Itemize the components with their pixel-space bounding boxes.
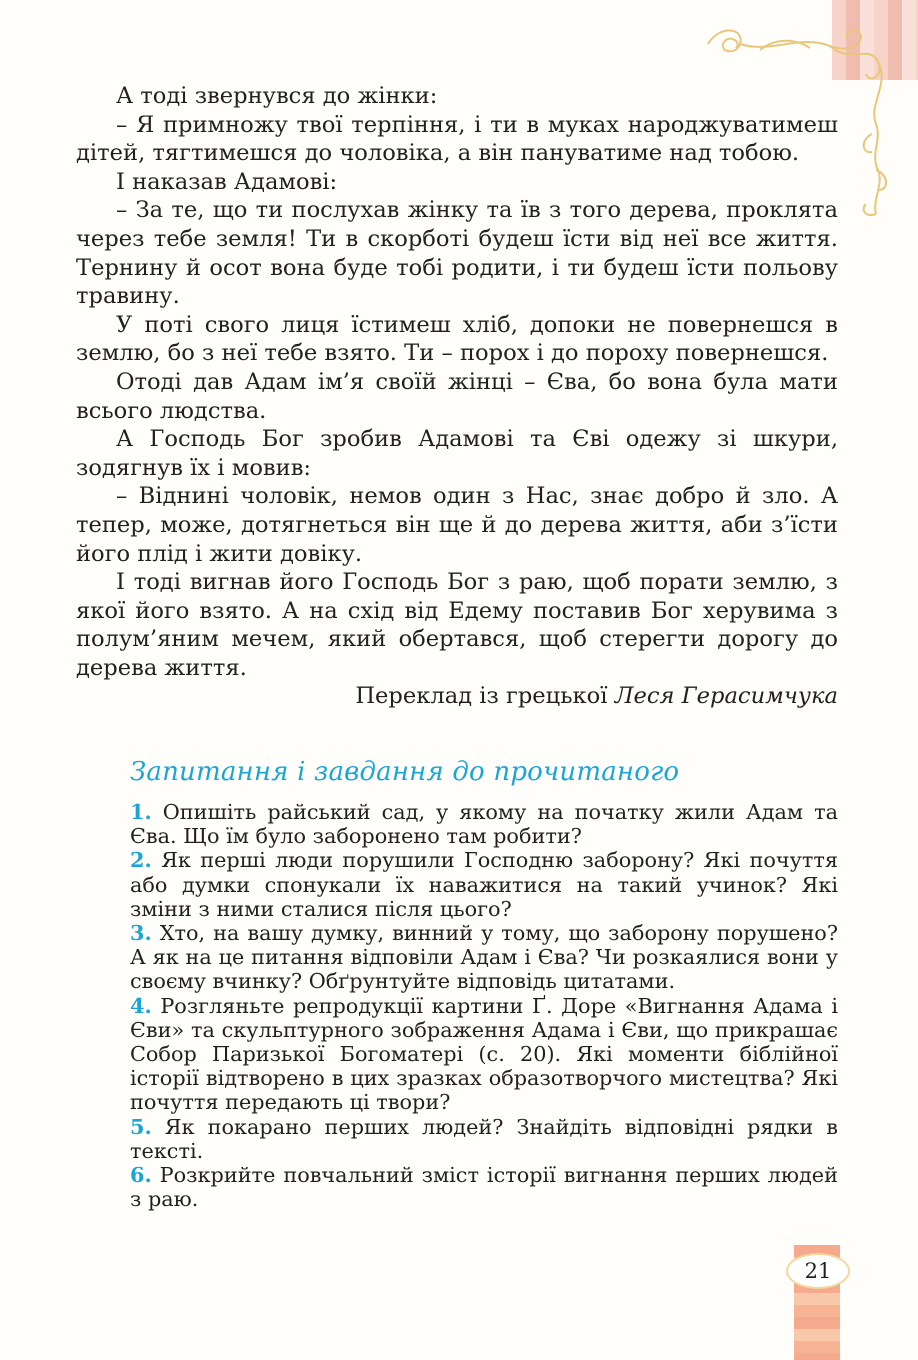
question-number: 4. — [130, 992, 152, 1018]
question-text: Розкрийте повчальний зміст історії вигнання перших людей з раю. — [130, 1163, 838, 1212]
question-item — [130, 1163, 838, 1211]
question-item — [130, 994, 838, 1115]
paragraph: І тоді вигнав його Господь Бог з раю, щоб порати землю, з якої його взято. А на схід від Едему поставив Бог херувима з полум’яним мечем, який обертався, щоб стерегти дорогу до дерева життя. — [76, 569, 838, 681]
paragraph: Отоді дав Адам ім’я своїй жінці – Єва, бо вона була мати всього людства. — [76, 368, 838, 424]
section-title: Запитання і завдання до прочитаного — [130, 757, 680, 787]
paragraph: А тоді звернувся до жінки: — [116, 83, 438, 109]
question-number: 6. — [130, 1162, 152, 1188]
question-number: 2. — [130, 847, 152, 873]
question-item — [130, 1115, 838, 1163]
paragraph: А Господь Бог зробив Адамові та Єві одежу зі шкури, зодягнув їх і мовив: — [76, 426, 838, 481]
questions-list — [130, 800, 838, 1211]
page-number: 21 — [786, 1253, 850, 1289]
question-item — [130, 848, 838, 921]
question-item — [130, 921, 838, 994]
paragraph: – За те, що ти послухав жінку та їв з того дерева, проклята через тебе земля! Ти в скорботі будеш їсти від неї все життя. Тернину й осот вона буде тобі родити, і ти будеш їсти польову травину. — [76, 197, 838, 310]
question-number: 1. — [130, 799, 152, 824]
question-number: 5. — [130, 1113, 152, 1139]
question-text: Розгляньте репродукції картини Ґ. Доре «Вигнання Адама і Єви» та скульптурного зображення Адама і Єви, що прикрашає Собор Паризької Богоматері (с. 20). Які моменти біблійної історії відтворено в цих зразках образотворчого мистецтва? Які почуття передають ці твори? — [130, 993, 838, 1115]
question-text: Опишіть райський сад, у якому на початку жили Адам та Єва. Що їм було заборонено там робити? — [130, 800, 838, 849]
credit-author: Леся Герасимчука — [614, 683, 838, 710]
question-item — [130, 800, 838, 848]
main-text — [76, 82, 838, 711]
paragraph: У поті свого лиця їстимеш хліб, допоки не повернешся в землю, бо з неї тебе взято. Ти – порох і до пороху повернешся. — [76, 311, 838, 367]
paragraph: – Я примножу твої терпіння, і ти в муках народжуватимеш дітей, тягтимешся до чоловіка, а він пануватиме над тобою. — [76, 111, 838, 167]
credit-prefix: Переклад із грецької — [355, 683, 608, 710]
question-text: Хто, на вашу думку, винний у тому, що заборону порушено? А як на це питання відповіли Адам і Єва? Чи розкаялися вони у своєму вчинку? Обґрунтуйте відповідь цитатами. — [130, 921, 838, 994]
question-text: Як перші люди порушили Господню заборону? Які почуття або думки спонукали їх наважитися на такий учинок? Які зміни з ними сталися після цього? — [130, 848, 838, 921]
paragraph: І наказав Адамові: — [116, 168, 338, 195]
paragraph: – Віднині чоловік, немов один з Нас, знає добро й зло. А тепер, може, дотягнеться він ще й до дерева життя, аби з’їсти його плід і жити довіку. — [76, 483, 838, 567]
question-text: Як покарано перших людей? Знайдіть відповідні рядки в тексті. — [130, 1114, 838, 1163]
translation-credit — [76, 682, 838, 711]
question-number: 3. — [130, 920, 152, 946]
